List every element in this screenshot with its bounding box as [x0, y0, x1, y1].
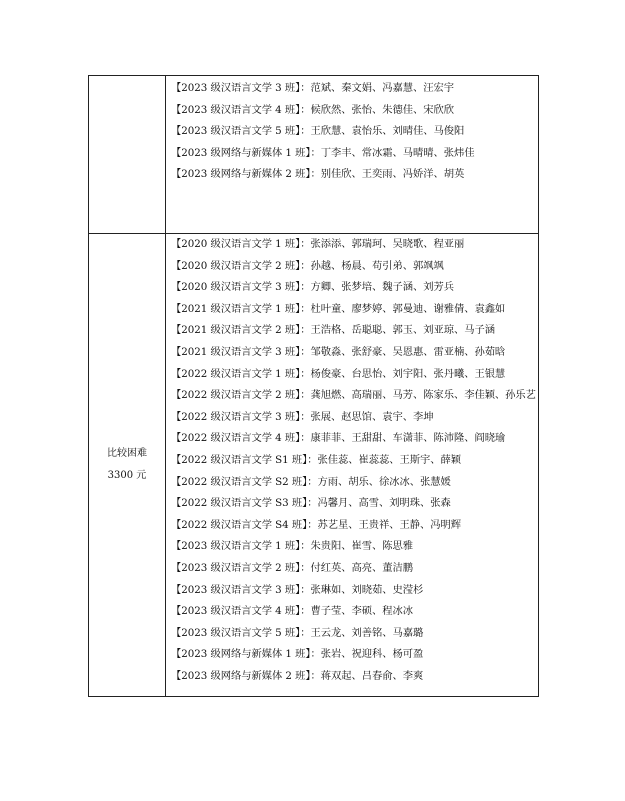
class-entry: 【2022 级汉语言文学 S1 班】：张佳蕊、崔蕊蕊、王斯宇、薛颖 — [171, 453, 461, 466]
class-entry: 【2023 级汉语言文学 1 班】：朱贵阳、崔雪、陈思雅 — [171, 540, 413, 553]
subsidy-table — [88, 75, 539, 697]
class-entry: 【2023 级网络与新媒体 1 班】：丁李丰、常冰霜、马晴晴、张炜佳 — [171, 146, 475, 159]
student-list — [166, 76, 538, 186]
class-entry: 【2021 级汉语言文学 2 班】：王浩格、岳聪聪、郭玉、刘亚琼、马子涵 — [171, 324, 495, 337]
class-entry: 【2023 级网络与新媒体 2 班】：蒋双起、吕春俞、李爽 — [171, 669, 424, 682]
class-entry: 【2021 级汉语言文学 3 班】：邹敬淼、张舒豪、吴恩惠、雷亚楠、孙茹晗 — [171, 345, 506, 358]
class-entry: 【2023 级汉语言文学 3 班】：范斌、秦文娟、冯嘉慧、汪宏宇 — [171, 82, 454, 94]
class-entry: 【2022 级汉语言文学 S2 班】：方雨、胡乐、徐冰冰、张慧媛 — [171, 475, 451, 488]
level-amount: 3300 元 — [107, 470, 147, 481]
class-entry: 【2023 级汉语言文学 4 班】：曹子莹、李硕、程冰冰 — [171, 605, 413, 618]
class-entry: 【2022 级汉语言文学 1 班】：杨俊豪、台思怡、刘宇阳、张丹曦、王银慧 — [171, 367, 506, 380]
class-entry: 【2022 级汉语言文学 S4 班】：苏艺星、王贵祥、王静、冯明辉 — [171, 518, 461, 531]
class-entry: 【2021 级汉语言文学 1 班】：杜叶童、廖梦婷、郭曼迪、谢雅倩、袁鑫如 — [171, 302, 506, 315]
table-row-difficult — [89, 234, 539, 697]
class-entry: 【2023 级汉语言文学 4 班】：候欣然、张怡、朱德佳、宋欣欣 — [171, 103, 454, 116]
class-entry: 【2022 级汉语言文学 4 班】：康菲菲、王甜甜、车潇菲、陈沛隆、阎晓瑜 — [171, 432, 506, 445]
student-list — [166, 234, 538, 687]
level-name: 比较困难 — [107, 448, 147, 459]
class-entry: 【2022 级汉语言文学 2 班】：龚旭燃、高瑞丽、马芳、陈家乐、李佳颖、孙乐艺 — [171, 389, 536, 402]
class-entry: 【2023 级汉语言文学 2 班】：付红英、高亮、董洁鹏 — [171, 561, 413, 574]
level-label-cell-empty — [89, 76, 166, 234]
class-entry: 【2020 级汉语言文学 3 班】：方卿、张梦培、魏子涵、刘芳兵 — [171, 281, 454, 294]
class-entry: 【2020 级汉语言文学 2 班】：孙越、杨晨、苟引弟、郭飒飒 — [171, 259, 444, 272]
class-entry: 【2020 级汉语言文学 1 班】：张添添、郭瑞珂、吴晓歌、程亚丽 — [171, 238, 465, 250]
class-entry: 【2023 级网络与新媒体 1 班】：张岩、祝迎科、杨可盈 — [171, 648, 424, 661]
student-list-cell — [166, 76, 539, 234]
class-entry: 【2022 级汉语言文学 S3 班】：冯馨月、高雪、刘明珠、张森 — [171, 497, 451, 510]
level-label-cell — [89, 234, 166, 697]
class-entry: 【2023 级汉语言文学 5 班】：王欣慧、袁怡乐、刘晴佳、马俊阳 — [171, 125, 465, 138]
class-entry: 【2023 级网络与新媒体 2 班】：别佳欣、王奕雨、冯娇洋、胡英 — [171, 168, 465, 181]
class-entry: 【2023 级汉语言文学 3 班】：张琳如、刘晓茹、史滢杉 — [171, 583, 424, 596]
class-entry: 【2023 级汉语言文学 5 班】：王云龙、刘善铭、马嘉璐 — [171, 626, 424, 639]
table-row-continued — [89, 76, 539, 234]
class-entry: 【2022 级汉语言文学 3 班】：张展、赵思馆、袁宇、李坤 — [171, 410, 434, 423]
student-list-cell — [166, 234, 539, 697]
